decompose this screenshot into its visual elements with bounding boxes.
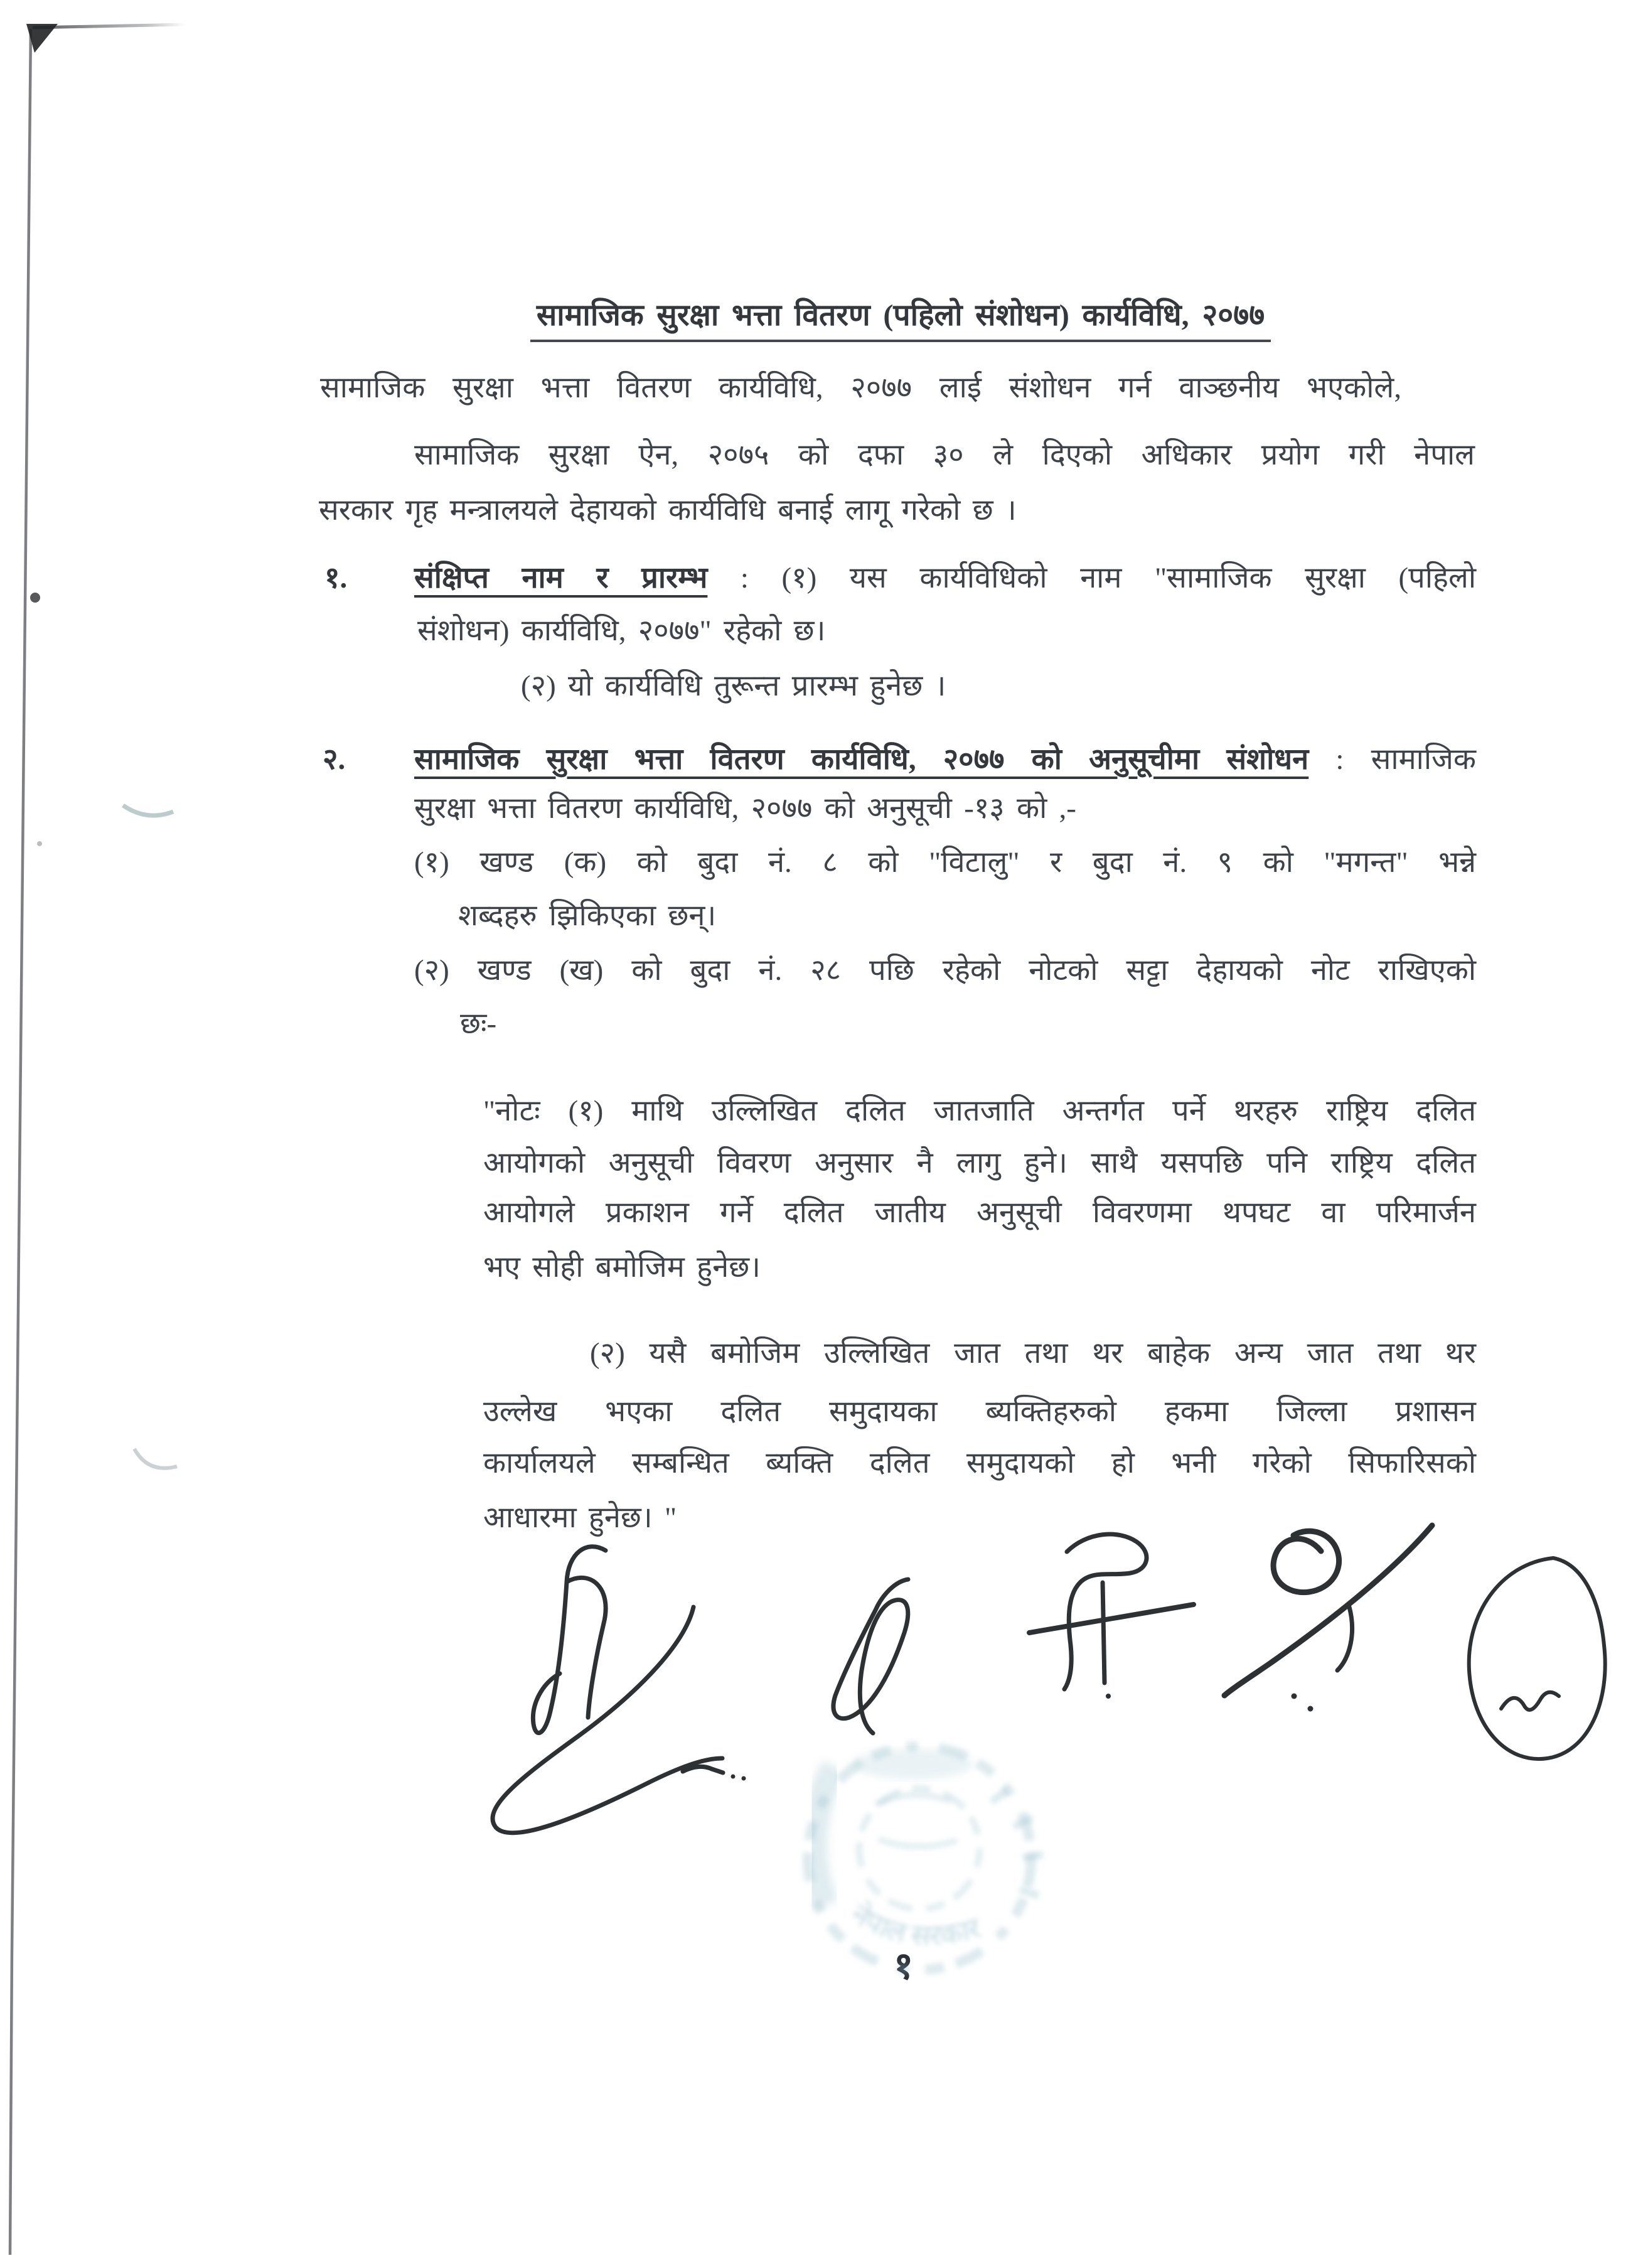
- section-1-heading: संक्षिप्त नाम र प्रारम्भ: [414, 562, 708, 594]
- document-title: [320, 294, 1481, 338]
- preamble-line-2: सामाजिक सुरक्षा ऐन, २०७५ को दफा ३० ले दिएको अधिकार प्रयोग गरी नेपाल: [414, 439, 1475, 471]
- preamble-line-3: सरकार गृह मन्त्रालयले देहायको कार्यविधि बनाई लागू गरेको छ ।: [319, 494, 1017, 527]
- note-line-2: आयोगको अनुसूची विवरण अनुसार नै लागु हुने। साथै यसपछि पनि राष्ट्रिय दलित: [483, 1147, 1476, 1180]
- ink-dot-mark: [30, 593, 40, 603]
- note-sub2-line-2: उल्लेख भएका दलित समुदायका ब्यक्तिहरुको हकमा जिल्ला प्रशासन: [483, 1395, 1476, 1428]
- stamp-outer-ring: [808, 1746, 1031, 1970]
- note-sub2-line-1: (२) यसै बमोजिम उल्लिखित जात तथा थर बाहेक अन्य जात तथा थर: [590, 1337, 1476, 1370]
- section-1-number: १.: [324, 562, 348, 594]
- margin-marks: [30, 593, 177, 1468]
- section-1-line-2: संशोधन) कार्यविधि, २०७७" रहेको छ।: [417, 615, 826, 647]
- section-2-line-2: सुरक्षा भत्ता वितरण कार्यविधि, २०७७ को अनुसूची -१३ को ,-: [414, 792, 1076, 825]
- section-2-clause-2-line-1: (२) खण्ड (ख) को बुदा नं. २८ पछि रहेको नोटको सट्टा देहायको नोट राखिएको: [414, 954, 1476, 987]
- section-2-clause-1-line-2: शब्दहरु झिकिएका छन्।: [458, 900, 717, 932]
- signature-1: [493, 1547, 746, 1833]
- section-2-number: २.: [323, 743, 346, 776]
- note-sub2-line-4: आधारमा हुनेछ। ": [483, 1502, 677, 1534]
- section-2-line-1-rest: : सामाजिक: [1308, 743, 1476, 776]
- signature-4: [1224, 1525, 1432, 1712]
- note-line-4: भए सोही बमोजिम हुनेछ।: [483, 1251, 761, 1284]
- stamp-right-marks: [992, 1790, 1043, 1896]
- section-1-line-1-rest: : (१) यस कार्यविधिको नाम "सामाजिक सुरक्षा (पहिलो: [707, 562, 1476, 594]
- note-line-1: "नोटः (१) माथि उल्लिखित दलित जातजाति अन्तर्गत पर्ने थरहरु राष्ट्रिय दलित: [483, 1095, 1476, 1127]
- pencil-tick-mark-lower: [134, 1449, 177, 1468]
- section-2-heading: सामाजिक सुरक्षा भत्ता वितरण कार्यविधि, २०७७ को अनुसूचीमा संशोधन: [414, 743, 1309, 776]
- scan-border-left-line: [10, 29, 31, 2255]
- signature-5: [1469, 1558, 1605, 1759]
- pencil-tick-mark-upper: [123, 805, 173, 815]
- preamble-line-1: सामाजिक सुरक्षा भत्ता वितरण कार्यविधि, २०७७ लाई संशोधन गर्न वाञ्छनीय भएकोले,: [320, 372, 1401, 404]
- stamp-inner-ring: [859, 1788, 980, 1909]
- scan-corner-blob: [26, 24, 58, 53]
- section-2-line-1: [414, 739, 1476, 780]
- government-stamp: [808, 1746, 1043, 1970]
- note-sub2-line-3: कार्यालयले सम्बन्धित ब्यक्ति दलित समुदायको हो भनी गरेको सिफारिसको: [483, 1447, 1476, 1480]
- stamp-top-smudge: [853, 1749, 973, 1779]
- section-2-clause-1-line-1: (१) खण्ड (क) को बुदा नं. ८ को "विटालु" र बुदा नं. ९ को "मगन्त" भन्ने: [414, 846, 1476, 879]
- signature-2: [833, 1579, 908, 1733]
- signature-3: [1029, 1534, 1194, 1699]
- section-2-clause-2-line-2: छः-: [460, 1008, 497, 1040]
- small-speck-mark: [37, 841, 42, 846]
- signature-block: [493, 1525, 1605, 1833]
- note-line-3: आयोगले प्रकाशन गर्ने दलित जातीय अनुसूची विवरणमा थपघट वा परिमार्जन: [483, 1196, 1476, 1229]
- section-1-line-3: (२) यो कार्यविधि तुरून्त प्रारम्भ हुनेछ ।: [521, 670, 946, 702]
- scan-border-top-line: [33, 24, 185, 28]
- page-number: १: [894, 1945, 914, 1987]
- stamp-emblem-traces: [875, 1795, 957, 1846]
- stamp-arc-text: नेपाल सरकार: [845, 1898, 984, 1952]
- document-title-text: सामाजिक सुरक्षा भत्ता वितरण (पहिलो संशोधन) कार्यविधि, २०७७: [530, 299, 1271, 342]
- scan-border: [10, 24, 185, 2255]
- section-1-line-1: [414, 557, 1476, 599]
- stamp-left-smudge: [814, 1767, 835, 1905]
